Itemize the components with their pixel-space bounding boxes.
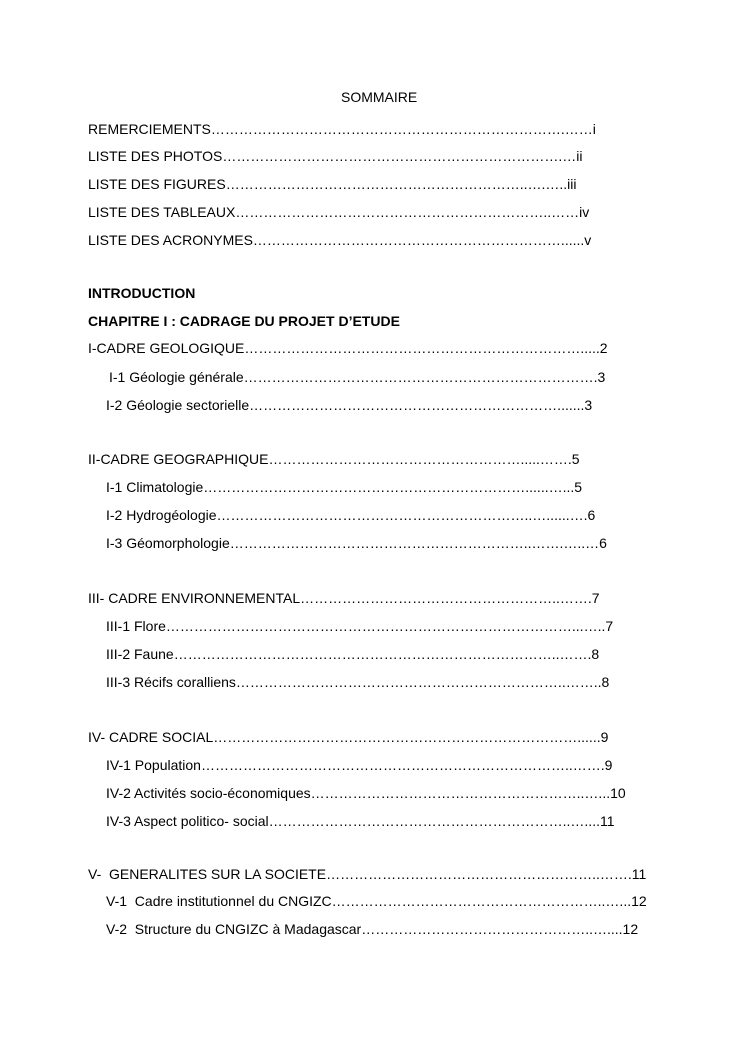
toc-section-heading: V- GENERALITES SUR LA SOCIETE…………………………………………………..…….11 (88, 866, 647, 882)
toc-entry-liste-acronymes: LISTE DES ACRONYMES…………………………………………………………......v (88, 232, 592, 248)
toc-section-heading: IV- CADRE SOCIAL……………………………………………………………………......9 (88, 729, 609, 745)
toc-subsection: V-2 Structure du CNGIZC à Madagascar…………………………………………..…....12 (106, 921, 639, 937)
toc-subsection: III-1 Flore……………………………………………………………………………...…..7 (106, 618, 614, 634)
toc-subsection: I-2 Hydrogéologie…………………………………………………………..…......….6 (106, 507, 596, 523)
toc-subsection: I-1 Climatologie……………………………………………………………......…...5 (106, 479, 583, 495)
toc-subsection: III-2 Faune………………………………………………………………………..…….8 (106, 646, 600, 662)
toc-heading-introduction: INTRODUCTION (88, 285, 196, 301)
toc-section-heading: III- CADRE ENVIRONNEMENTAL………………………………………………..…….7 (88, 590, 600, 606)
toc-entry-remerciements: REMERCIEMENTS………………………………………………………………….……i (88, 121, 596, 137)
toc-subsection: IV-2 Activités socio-économiques…………………………………………………..…...10 (106, 785, 626, 801)
toc-subsection: IV-3 Aspect politico- social………………………………………………………..…....11 (106, 813, 615, 829)
toc-section-heading: I-CADRE GEOLOGIQUE……………………………………………………………….....2 (88, 340, 608, 356)
toc-subsection: IV-1 Population……………………………………………………………………..…….9 (106, 757, 613, 773)
toc-heading-chapter-1: CHAPITRE I : CADRAGE DU PROJET D’ETUDE (88, 313, 400, 329)
toc-subsection: I-2 Géologie sectorielle………………………………………………………….......3 (106, 397, 593, 413)
page-title: SOMMAIRE (341, 89, 418, 105)
toc-subsection: III-3 Récifs coralliens……………………………………………………………..……..8 (106, 674, 610, 690)
toc-section-heading: II-CADRE GEOGRAPHIQUE……………………………………………….....…….5 (88, 451, 580, 467)
toc-subsection: I-1 Géologie générale………………………………………………………………….3 (109, 369, 606, 385)
toc-entry-liste-figures: LISTE DES FIGURES………………………………………………………..….…..iii (88, 176, 577, 192)
toc-entry-liste-tableaux: LISTE DES TABLEAUX…………………………………………………………..……iv (88, 204, 590, 220)
toc-subsection: V-1 Cadre institutionnel du CNGIZC…………………………………………………..…...12 (106, 893, 647, 909)
toc-entry-liste-photos: LISTE DES PHOTOS……………………………………………………………….…ii (88, 148, 583, 164)
toc-subsection: I-3 Géomorphologie………………………………………………………..…….…..…6 (106, 535, 607, 551)
